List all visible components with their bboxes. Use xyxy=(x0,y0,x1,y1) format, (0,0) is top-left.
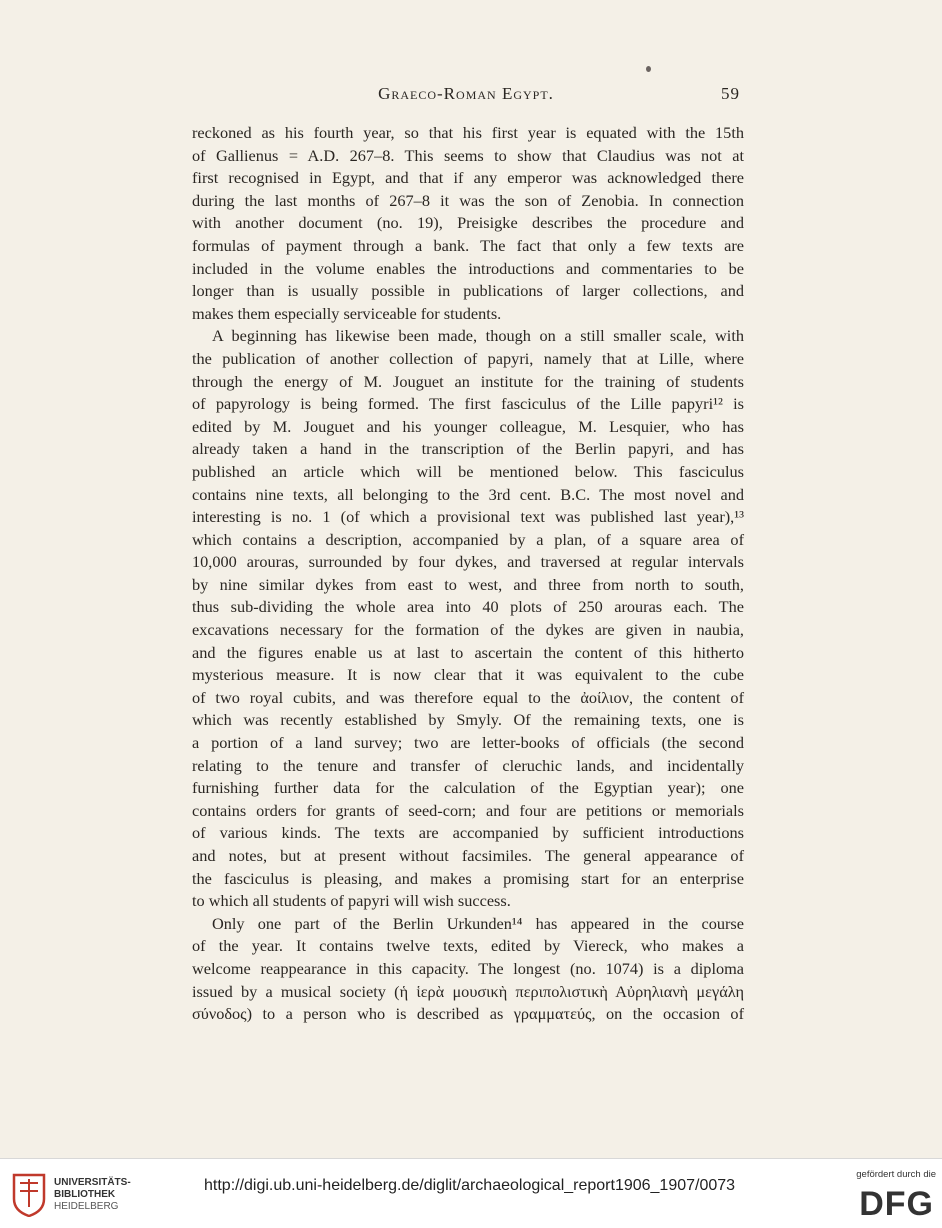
permalink-url[interactable]: http://digi.ub.uni-heidelberg.de/diglit/archaeological_report1906_1907/0073 xyxy=(204,1177,736,1194)
library-name-line3: HEIDELBERG xyxy=(54,1201,119,1212)
text-line: mysterious measure. It is now clear that it was equivalent to the cube xyxy=(192,665,744,685)
page-number: 59 xyxy=(721,84,740,103)
text-line: which contains a description, accompanied by a plan, of a square area of xyxy=(192,529,744,549)
text-line: contains orders for grants of seed-corn; and four are petitions or memorials xyxy=(192,800,744,820)
text-line: σύνοδος) to a person who is described as γραμματεύς, on the occasion of xyxy=(192,1004,744,1024)
text-line: relating to the tenure and transfer of cleruchic lands, and incidentally xyxy=(192,755,744,775)
text-line: edited by M. Jouguet and his younger colleague, M. Lesquier, who has xyxy=(192,416,744,436)
text-line: welcome reappearance in this capacity. The longest (no. 1074) is a diploma xyxy=(192,958,744,978)
text-line: the publication of another collection of papyri, namely that at Lille, where xyxy=(192,348,744,368)
text-line: makes them especially serviceable for students. xyxy=(192,303,502,323)
text-line: of various kinds. The texts are accompanied by sufficient introductions xyxy=(192,823,744,843)
text-line: of two royal cubits, and was therefore equal to the ἀοίλιον, the content of xyxy=(192,687,744,707)
body-text xyxy=(192,122,744,1026)
text-line: which was recently established by Smyly. Of the remaining texts, one is xyxy=(192,710,744,730)
page-title: Graeco-Roman Egypt. xyxy=(378,84,554,103)
library-logo[interactable] xyxy=(10,1173,190,1219)
running-head xyxy=(192,84,740,108)
sponsor-caption: gefördert durch die xyxy=(856,1169,936,1180)
text-line: issued by a musical society (ἡ ἱερὰ μουσικὴ περιπολιστικὴ Αὐρηλιανὴ μεγάλη xyxy=(192,981,744,1001)
text-line: to which all students of papyri will wish success. xyxy=(192,891,511,911)
text-line: furnishing further data for the calculation of the Egyptian year); one xyxy=(192,778,744,798)
text-line: of Gallienus = A.D. 267–8. This seems to show that Claudius was not at xyxy=(192,145,744,165)
text-line: through the energy of M. Jouguet an institute for the training of students xyxy=(192,371,744,391)
ink-speck xyxy=(646,66,651,72)
university-seal-icon xyxy=(10,1173,48,1217)
text-line: published an article which will be mentioned below. This fasciculus xyxy=(192,461,744,481)
library-name-line2: BIBLIOTHEK xyxy=(54,1189,116,1200)
text-line: longer than is usually possible in publications of larger collections, and xyxy=(192,281,744,301)
text-line: during the last months of 267–8 it was the son of Zenobia. In connection xyxy=(192,190,744,210)
text-line: Only one part of the Berlin Urkunden¹⁴ has appeared in the course xyxy=(212,913,744,933)
text-line: of the year. It contains twelve texts, edited by Viereck, who makes a xyxy=(192,936,744,956)
text-line: formulas of payment through a bank. The fact that only a few texts are xyxy=(192,235,744,255)
dfg-sponsor xyxy=(836,1167,936,1225)
library-name-line1: UNIVERSITÄTS- xyxy=(54,1177,131,1188)
library-name xyxy=(54,1177,131,1213)
text-line: reckoned as his fourth year, so that his first year is equated with the 15th xyxy=(192,123,744,142)
text-line: a portion of a land survey; two are letter-books of officials (the second xyxy=(192,733,744,753)
footer-bar xyxy=(0,1158,942,1228)
dfg-logo-icon: DFG xyxy=(859,1185,934,1223)
text-line: 10,000 arouras, surrounded by four dykes, and traversed at regular intervals xyxy=(192,552,744,572)
text-line: excavations necessary for the formation of the dykes are given in naubia, xyxy=(192,620,744,640)
text-line: included in the volume enables the introductions and commentaries to be xyxy=(192,258,744,278)
text-line: and the figures enable us at last to ascertain the content of this hitherto xyxy=(192,642,744,662)
text-line: first recognised in Egypt, and that if any emperor was acknowledged there xyxy=(192,168,744,188)
text-line: of papyrology is being formed. The first fasciculus of the Lille papyri¹² is xyxy=(192,394,744,414)
text-line: with another document (no. 19), Preisigke describes the procedure and xyxy=(192,213,744,233)
text-line: contains nine texts, all belonging to the 3rd cent. B.C. The most novel and xyxy=(192,484,744,504)
text-line: the fasciculus is pleasing, and makes a promising start for an enterprise xyxy=(192,868,744,888)
text-line: A beginning has likewise been made, though on a still smaller scale, with xyxy=(212,326,744,346)
text-line: already taken a hand in the transcription of the Berlin papyri, and has xyxy=(192,439,744,459)
text-line: and notes, but at present without facsimiles. The general appearance of xyxy=(192,846,744,865)
text-line: thus sub-dividing the whole area into 40 plots of 250 arouras each. The xyxy=(192,597,744,617)
text-line: by nine similar dykes from east to west, and three from north to south, xyxy=(192,574,744,594)
text-line: interesting is no. 1 (of which a provisional text was published last year),¹³ xyxy=(192,507,744,527)
